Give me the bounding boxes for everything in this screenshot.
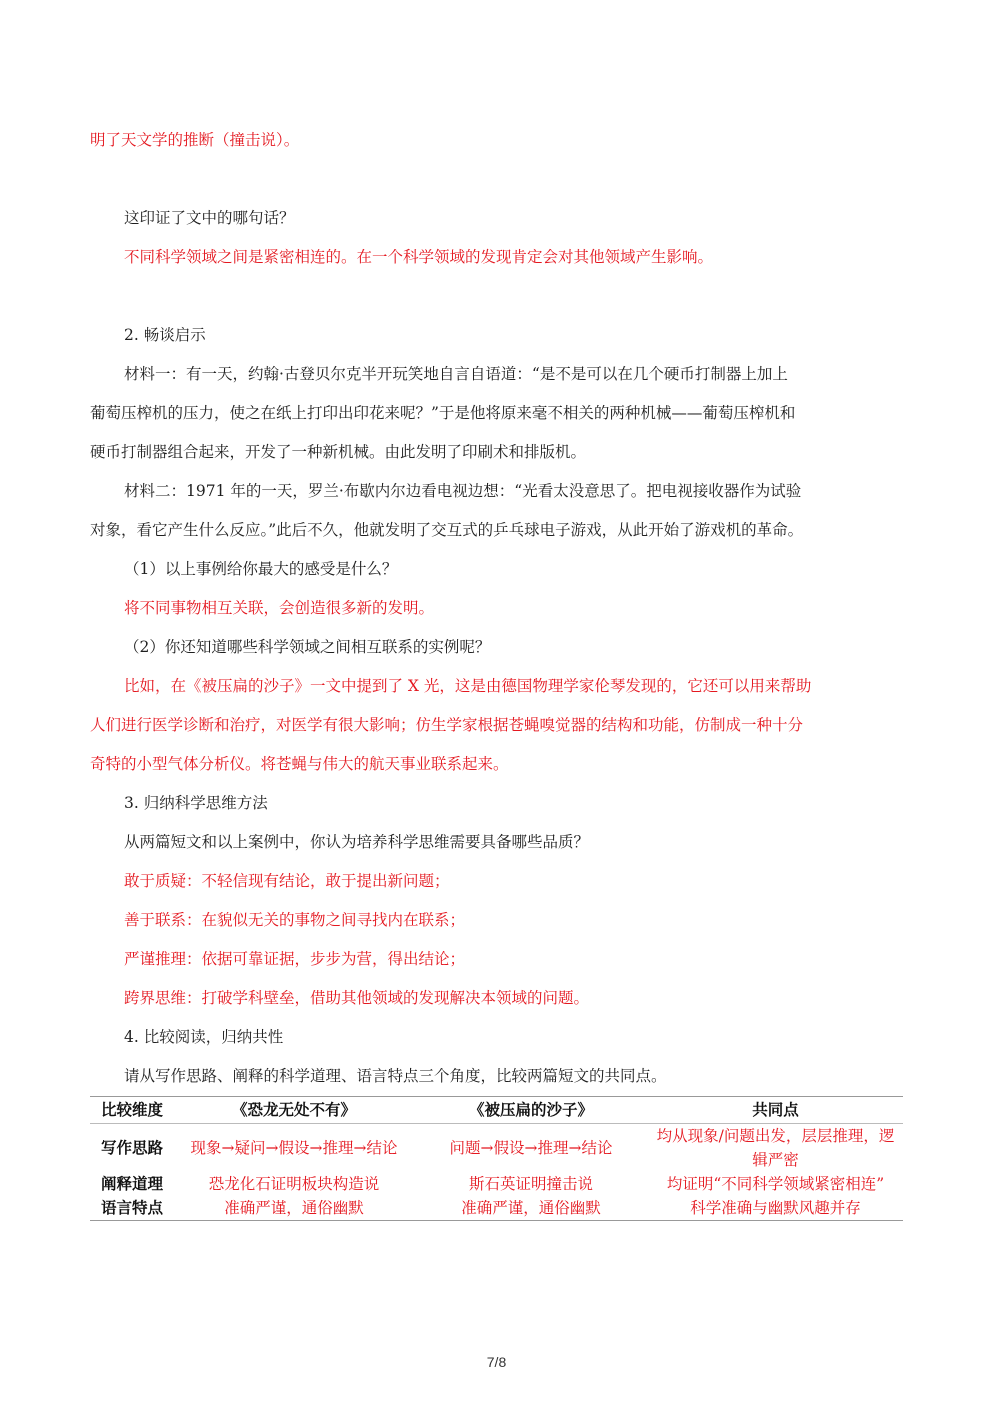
answer-text: 敢于质疑：不轻信现有结论，敢于提出新问题； — [124, 872, 450, 890]
material-paragraph: 葡萄压榨机的压力，使之在纸上打印出印花来呢？”于是他将原来毫不相关的两种机械——葡萄压榨机和 — [90, 404, 796, 422]
table-header-cell: 比较维度 — [90, 1097, 174, 1124]
row-label: 写作思路 — [100, 1139, 163, 1157]
table-cell: 斯石英证明撞击说 — [468, 1175, 593, 1193]
row-label: 语言特点 — [90, 1196, 174, 1221]
page-number: 7/8 — [486, 1354, 507, 1370]
comparison-table — [90, 1096, 903, 1221]
table-cell: 均证明“不同科学领域紧密相连” — [666, 1175, 885, 1193]
material-paragraph: 硬币打制器组合起来，开发了一种新机械。由此发明了印刷术和排版机。 — [90, 443, 587, 461]
table-cell: 问题→假设→推理→结论 — [449, 1139, 613, 1157]
section-heading: 2. 畅谈启示 — [124, 326, 206, 344]
table-header-cell: 《恐龙无处不有》 — [174, 1097, 414, 1124]
answer-text: 跨界思维：打破学科壁垒，借助其他领域的发现解决本领域的问题。 — [124, 989, 590, 1007]
question-text: 这印证了文中的哪句话？ — [124, 209, 295, 227]
material-paragraph: 材料二：1971 年的一天，罗兰·布歇内尔边看电视边想：“光看太没意思了。把电视接收器作为试验 — [124, 482, 802, 500]
material-paragraph: 对象，看它产生什么反应。”此后不久，他就发明了交互式的乒乓球电子游戏，从此开始了游戏机的革命。 — [90, 521, 804, 539]
question-text: 请从写作思路、阐释的科学道理、语言特点三个角度，比较两篇短文的共同点。 — [124, 1067, 667, 1085]
answer-text: 奇特的小型气体分析仪。将苍蝇与伟大的航天事业联系起来。 — [90, 755, 509, 773]
question-text: （1）以上事例给你最大的感受是什么？ — [124, 560, 398, 578]
table-cell: 现象→疑问→假设→推理→结论 — [190, 1139, 398, 1157]
table-cell: 准确严谨，通俗幽默 — [414, 1196, 648, 1221]
question-text: 从两篇短文和以上案例中，你认为培养科学思维需要具备哪些品质？ — [124, 833, 590, 851]
answer-continuation: 明了天文学的推断（撞击说）。 — [90, 131, 300, 149]
table-header-row — [90, 1097, 903, 1124]
material-paragraph: 材料一：有一天，约翰·古登贝尔克半开玩笑地自言自语道：“是不是可以在几个硬币打制器上加上 — [124, 365, 788, 383]
answer-text: 比如，在《被压扁的沙子》一文中提到了 X 光，这是由德国物理学家伦琴发现的，它还可以用来帮助 — [124, 677, 812, 695]
answer-text: 严谨推理：依据可靠证据，步步为营，得出结论； — [124, 950, 466, 968]
answer-text: 善于联系：在貌似无关的事物之间寻找内在联系； — [124, 911, 466, 929]
table-header-cell: 共同点 — [648, 1097, 903, 1124]
answer-text: 将不同事物相互关联，会创造很多新的发明。 — [124, 599, 435, 617]
table-cell: 恐龙化石证明板块构造说 — [208, 1175, 380, 1193]
section-heading: 3. 归纳科学思维方法 — [124, 794, 268, 812]
answer-text: 人们进行医学诊断和治疗，对医学有很大影响；仿生学家根据苍蝇嗅觉器的结构和功能，仿制成一种十分 — [90, 716, 804, 734]
table-row — [90, 1172, 903, 1196]
table-cell: 科学准确与幽默风趣并存 — [648, 1196, 903, 1221]
table-row — [90, 1196, 903, 1221]
answer-text: 不同科学领域之间是紧密相连的。在一个科学领域的发现肯定会对其他领域产生影响。 — [124, 248, 714, 266]
table-header-cell: 《被压扁的沙子》 — [414, 1097, 648, 1124]
table-cell: 准确严谨，通俗幽默 — [174, 1196, 414, 1221]
table-row — [90, 1124, 903, 1173]
section-heading: 4. 比较阅读，归纳共性 — [124, 1028, 284, 1046]
row-label: 阐释道理 — [100, 1175, 163, 1193]
table-cell: 均从现象/问题出发，层层推理，逻辑严密 — [656, 1127, 895, 1169]
question-text: （2）你还知道哪些科学领域之间相互联系的实例呢？ — [124, 638, 491, 656]
